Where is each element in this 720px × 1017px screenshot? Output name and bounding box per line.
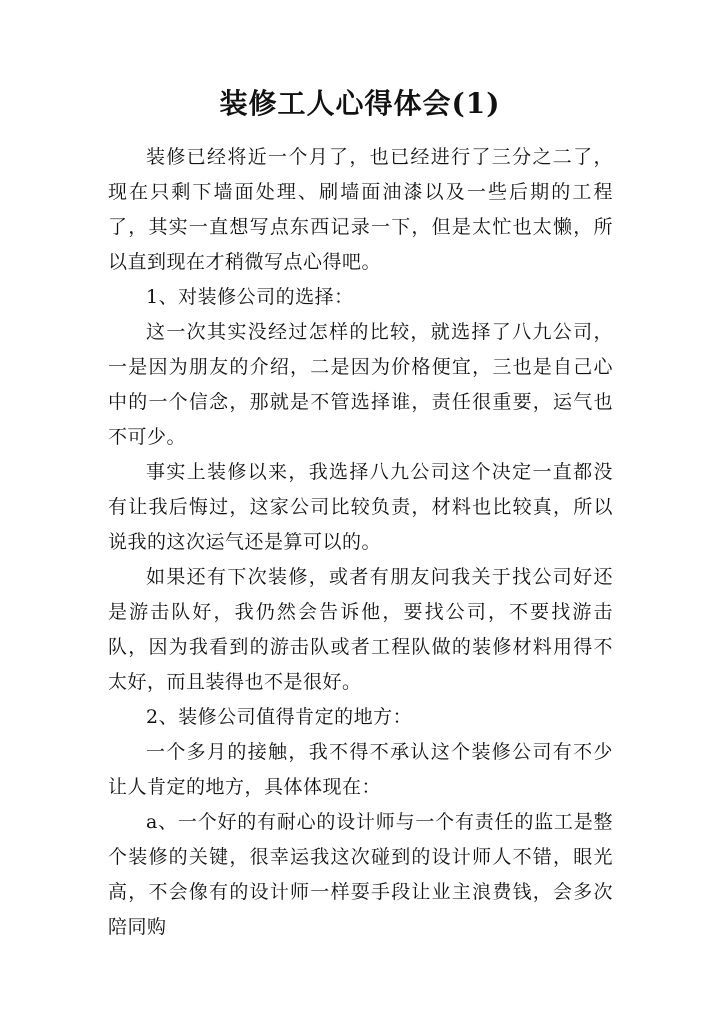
paragraph-company-choice: 这一次其实没经过怎样的比较，就选择了八九公司，一是因为朋友的介绍，二是因为价格便宜，三也是自己心中的一个信念，那就是不管选择谁，责任很重要，运气也不可少。 (108, 321, 613, 448)
document-title: 装修工人心得体会(1) (219, 87, 501, 120)
section-heading-company-merits: 2、装修公司值得肯定的地方： (146, 706, 413, 728)
paragraph-designer: a、一个好的有耐心的设计师与一个有责任的监工是整个装修的关键，很幸运我这次碰到的设计师人不错，眼光高，不会像有的设计师一样耍手段让业主浪费钱，会多次陪同购 (108, 811, 613, 938)
paragraph-merits-intro: 一个多月的接触，我不得不承认这个装修公司有不少让人肯定的地方，具体体现在： (108, 741, 613, 798)
document-body (108, 140, 613, 945)
paragraph-advice: 如果还有下次装修，或者有朋友问我关于找公司好还是游击队好，我仍然会告诉他，要找公司，不要找游击队，因为我看到的游击队或者工程队做的装修材料用得不太好，而且装得也不是很好。 (108, 566, 613, 693)
section-heading-company-choice: 1、对装修公司的选择： (146, 286, 354, 308)
paragraph-intro: 装修已经将近一个月了，也已经进行了三分之二了，现在只剩下墙面处理、刷墙面油漆以及一些后期的工程了，其实一直想写点东西记录一下，但是太忙也太懒，所以直到现在才稍微写点心得吧。 (108, 146, 613, 273)
paragraph-no-regret: 事实上装修以来，我选择八九公司这个决定一直都没有让我后悔过，这家公司比较负责，材料也比较真，所以说我的这次运气还是算可以的。 (108, 461, 613, 553)
